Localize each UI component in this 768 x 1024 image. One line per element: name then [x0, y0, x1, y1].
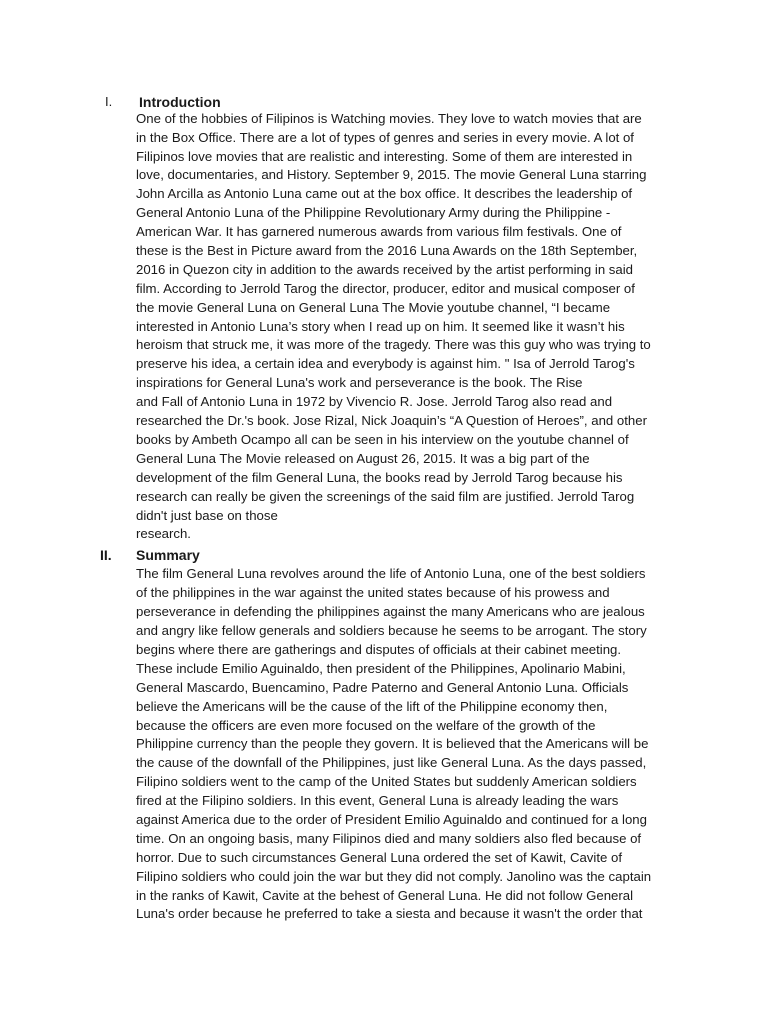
paragraph-line: heroism that struck me, it was more of the tragedy. There was this guy who was trying to [136, 337, 651, 353]
section-numeral: II. [100, 547, 112, 563]
paragraph-line: and Fall of Antonio Luna in 1972 by Vivencio R. Jose. Jerrold Tarog also read and [136, 394, 613, 410]
paragraph-line: and angry like fellow generals and soldiers because he seems to be arrogant. The story [136, 623, 647, 639]
paragraph-line: begins where there are gatherings and disputes of officials at their cabinet meeting. [136, 641, 622, 657]
paragraph-line: because the officers are even more focused on the welfare of the growth of the [136, 717, 596, 733]
paragraph-line: John Arcilla as Antonio Luna came out at the box office. It describes the leadership of [136, 186, 633, 202]
paragraph-line: preserve his idea, a certain idea and everybody is against him. " Isa of Jerrold Tarog's [136, 356, 635, 372]
paragraph-line: these is the Best in Picture award from the 2016 Luna Awards on the 18th September, [136, 243, 638, 259]
paragraph-line: Filipino soldiers went to the camp of the United States but suddenly American soldiers [136, 774, 637, 790]
paragraph-line: Filipinos love movies that are realistic and interesting. Some of them are interested in [136, 148, 633, 164]
section-title: Introduction [139, 94, 221, 110]
paragraph-line: horror. Due to such circumstances General Luna ordered the set of Kawit, Cavite of [136, 849, 622, 865]
paragraph-line: General Luna The Movie released on August 26, 2015. It was a big part of the [136, 450, 590, 466]
paragraph-line: Philippine currency than the people they govern. It is believed that the Americans will be [136, 736, 649, 752]
paragraph-line: American War. It has garnered numerous awards from various film festivals. One of [136, 224, 622, 240]
paragraph-line: interested in Antonio Luna’s story when I read up on him. It seemed like it wasn’t his [136, 318, 625, 334]
paragraph-line: These include Emilio Aguinaldo, then president of the Philippines, Apolinario Mabini, [136, 660, 626, 676]
introduction-body [136, 110, 696, 544]
paragraph-line: research can really be given the screenings of the said film are justified. Jerrold Tarog [136, 488, 635, 504]
paragraph-line: fired at the Filipino soldiers. In this event, General Luna is already leading the wars [136, 793, 619, 809]
paragraph-line: against America due to the order of President Emilio Aguinaldo and continued for a long [136, 811, 647, 827]
paragraph-line: perseverance in defending the philippines against the many Americans who are jealous [136, 604, 645, 620]
paragraph-line: One of the hobbies of Filipinos is Watching movies. They love to watch movies that are [136, 110, 642, 126]
paragraph-line: research. [136, 526, 191, 542]
paragraph-line: development of the film General Luna, the books read by Jerrold Tarog because his [136, 469, 623, 485]
paragraph-line: inspirations for General Luna's work and perseverance is the book. The Rise [136, 375, 583, 391]
paragraph-line: film. According to Jerrold Tarog the director, producer, editor and musical composer of [136, 280, 635, 296]
paragraph-line: Filipino soldiers who could join the war but they did not comply. Janolino was the captain [136, 868, 652, 884]
paragraph-line: of the philippines in the war against the united states because of his prowess and [136, 585, 610, 601]
paragraph-line: love, documentaries, and History. September 9, 2015. The movie General Luna starring [136, 167, 647, 183]
paragraph-line: Luna's order because he preferred to take a siesta and because it wasn't the order that [136, 906, 643, 922]
paragraph-line: General Mascardo, Buencamino, Padre Paterno and General Antonio Luna. Officials [136, 679, 629, 695]
paragraph-line: books by Ambeth Ocampo all can be seen in his interview on the youtube channel of [136, 431, 629, 447]
paragraph-line: the movie General Luna on General Luna The Movie youtube channel, “I became [136, 299, 611, 315]
paragraph-line: The film General Luna revolves around the life of Antonio Luna, one of the best soldiers [136, 566, 646, 582]
paragraph-line: didn't just base on those [136, 507, 278, 523]
paragraph-line: time. On an ongoing basis, many Filipinos died and many soldiers also fled because of [136, 830, 642, 846]
paragraph-line: the cause of the downfall of the Philippines, just like General Luna. As the days passed, [136, 755, 647, 771]
section-heading-summary [0, 545, 768, 565]
section-title: Summary [136, 547, 200, 563]
paragraph-line: believe the Americans will be the cause of the lift of the Philippine economy then, [136, 698, 608, 714]
paragraph-line: General Antonio Luna of the Philippine Revolutionary Army during the Philippine - [136, 205, 611, 221]
section-numeral: I. [105, 94, 113, 109]
paragraph-line: researched the Dr.'s book. Jose Rizal, Nick Joaquin’s “A Question of Heroes”, and other [136, 413, 647, 429]
paragraph-line: 2016 in Quezon city in addition to the awards received by the artist performing in said [136, 261, 634, 277]
summary-body [136, 565, 696, 924]
paragraph-line: in the ranks of Kawit, Cavite at the behest of General Luna. He did not follow General [136, 887, 634, 903]
paragraph-line: in the Box Office. There are a lot of types of genres and series in every movie. A lot of [136, 129, 634, 145]
